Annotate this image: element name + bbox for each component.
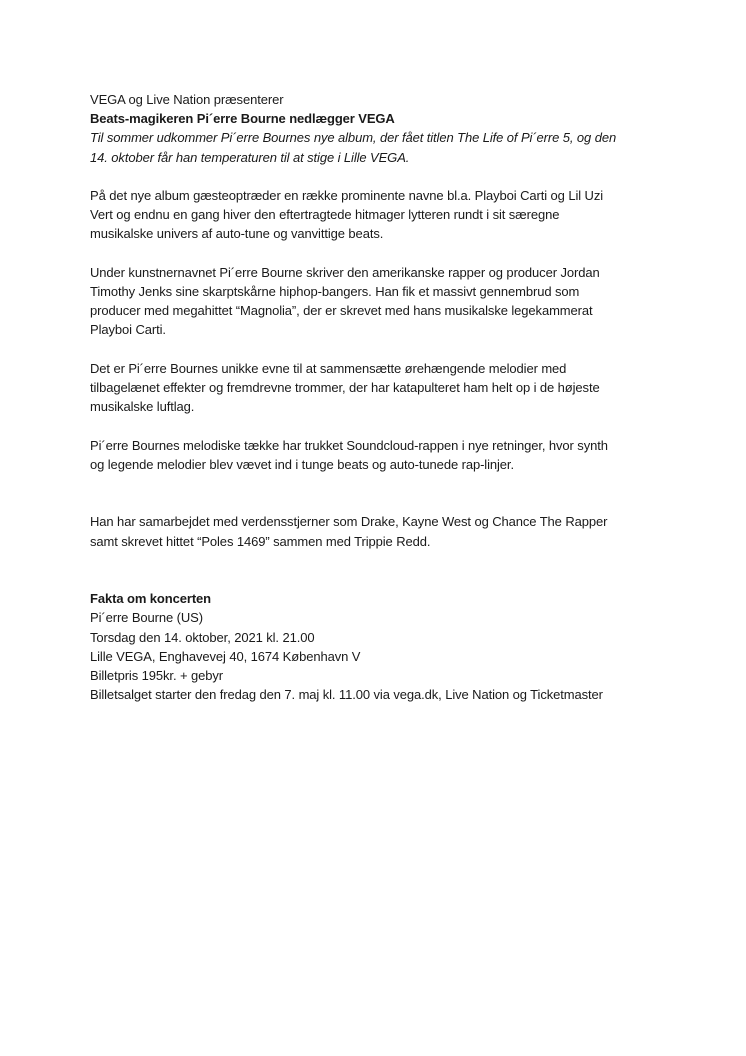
paragraph-line: samt skrevet hittet “Poles 1469” sammen med Trippie Redd. bbox=[90, 533, 431, 549]
paragraph-line: musikalske luftlag. bbox=[90, 399, 195, 415]
paragraph-artist bbox=[90, 263, 660, 340]
paragraph-style bbox=[90, 359, 660, 417]
paragraph-line: Timothy Jenks sine skarptskårne hiphop-bangers. Han fik et massivt gennembrud som bbox=[90, 284, 580, 299]
spacer bbox=[90, 474, 660, 512]
facts-section bbox=[90, 589, 660, 704]
lead-line-2: 14. oktober får han temperaturen til at stige i Lille VEGA. bbox=[90, 149, 410, 165]
headline: Beats-magikeren Pi´erre Bourne nedlægger VEGA bbox=[90, 111, 395, 127]
paragraph-album bbox=[90, 186, 660, 244]
spacer bbox=[90, 551, 660, 589]
paragraph-line: Pi´erre Bournes melodiske tække har trukket Soundcloud-rappen i nye retninger, hvor synth bbox=[90, 437, 608, 453]
paragraph-line: musikalske univers af auto-tune og vanvittige beats. bbox=[90, 226, 384, 242]
facts-artist: Pi´erre Bourne (US) bbox=[90, 610, 203, 626]
facts-date: Torsdag den 14. oktober, 2021 kl. 21.00 bbox=[90, 629, 315, 645]
paragraph-line: Vert og endnu en gang hiver den eftertragtede hitmager lytteren rundt i sit særegne bbox=[90, 207, 560, 223]
paragraph-line: Han har samarbejdet med verdensstjerner som Drake, Kayne West og Chance The Rapper bbox=[90, 514, 608, 530]
paragraph-collaborations bbox=[90, 512, 660, 550]
paragraph-line: producer med megahittet “Magnolia”, der er skrevet med hans musikalske legekammerat bbox=[90, 303, 593, 319]
press-release bbox=[90, 90, 660, 704]
facts-venue: Lille VEGA, Enghavevej 40, 1674 København V bbox=[90, 648, 361, 664]
spacer bbox=[90, 244, 660, 263]
paragraph-line: Playboi Carti. bbox=[90, 322, 166, 338]
facts-heading: Fakta om koncerten bbox=[90, 591, 212, 607]
facts-ticket-sale: Billetsalget starter den fredag den 7. maj kl. 11.00 via vega.dk, Live Nation og Ticketmaster bbox=[90, 687, 603, 703]
paragraph-line: På det nye album gæsteoptræder en række prominente navne bl.a. Playboi Carti og Lil Uzi bbox=[90, 188, 604, 203]
paragraph-line: Under kunstnernavnet Pi´erre Bourne skriver den amerikanske rapper og producer Jordan bbox=[90, 264, 600, 280]
spacer bbox=[90, 416, 660, 435]
paragraph-melodies bbox=[90, 436, 660, 474]
paragraph-line: Det er Pi´erre Bournes unikke evne til at sammensætte ørehængende melodier med bbox=[90, 360, 567, 376]
paragraph-line: tilbagelænet effekter og fremdrevne trommer, der har katapulteret ham helt op i de højeste bbox=[90, 380, 600, 395]
spacer bbox=[90, 340, 660, 359]
spacer bbox=[90, 167, 660, 186]
lead-line-1: Til sommer udkommer Pi´erre Bournes nye album, der fået titlen The Life of Pi´erre 5, og den bbox=[90, 130, 617, 146]
facts-price: Billetpris 195kr. + gebyr bbox=[90, 668, 223, 683]
presenter-line: VEGA og Live Nation præsenterer bbox=[90, 92, 284, 107]
paragraph-line: og legende melodier blev vævet ind i tunge beats og auto-tunede rap-linjer. bbox=[90, 456, 514, 472]
